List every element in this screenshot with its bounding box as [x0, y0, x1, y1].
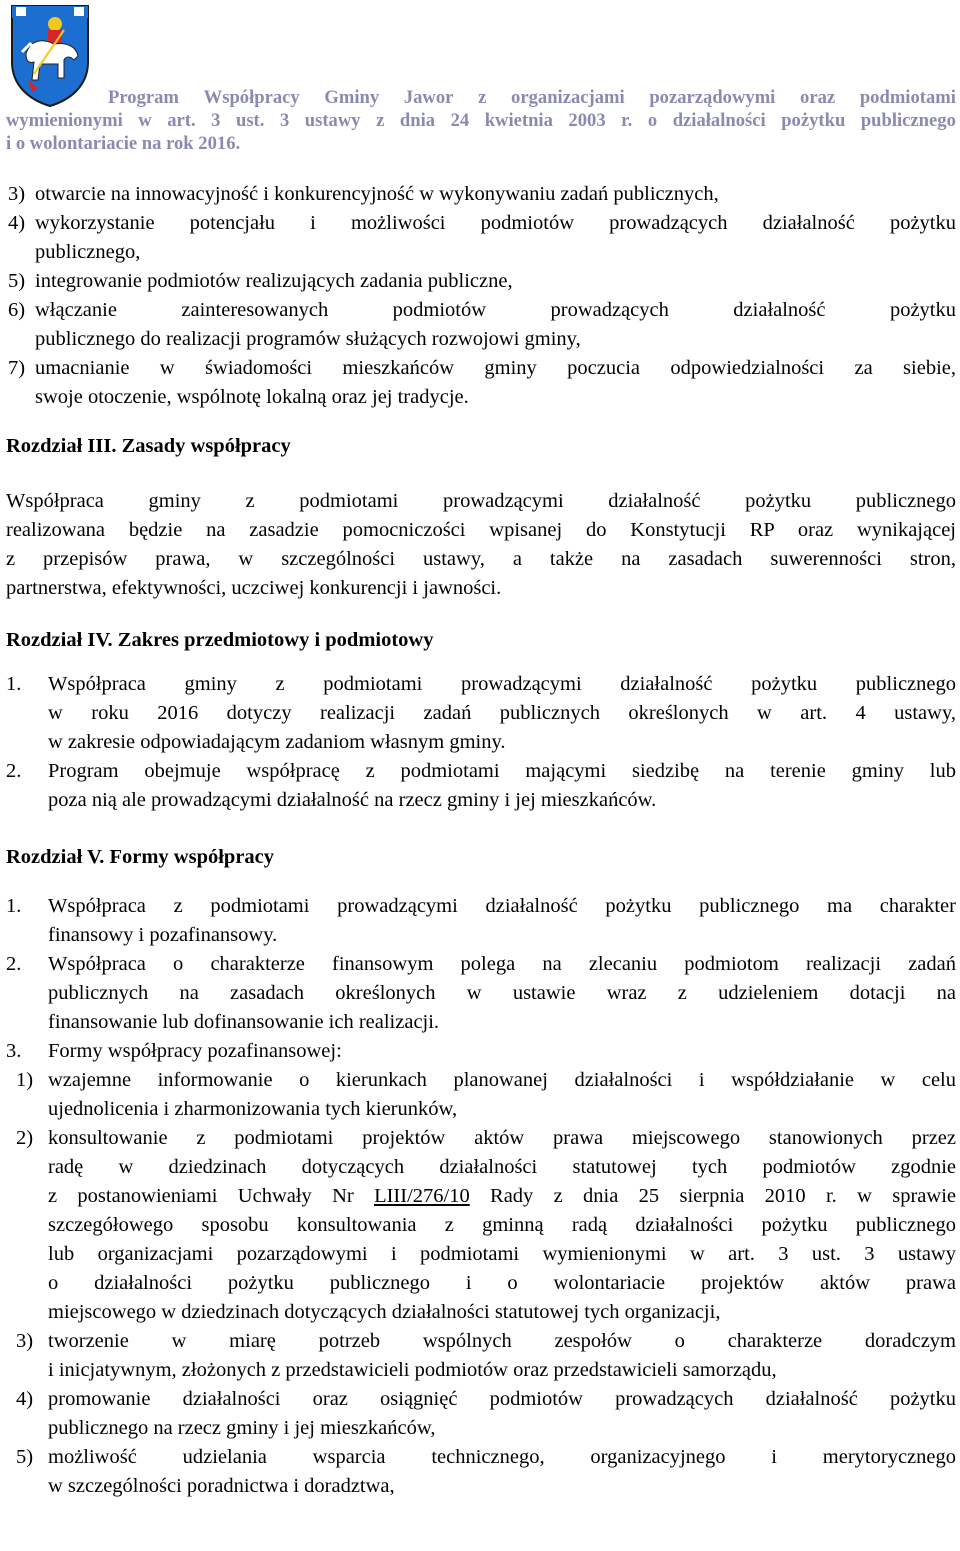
list-item-text: otwarcie na innowacyjność i konkurencyjność w wykonywaniu zadań publicznych,	[35, 183, 719, 205]
list-item	[6, 670, 956, 699]
list-item	[6, 757, 956, 786]
goals-list	[6, 180, 956, 412]
list-item-text: swoje otoczenie, wspólnotę lokalną oraz jej tradycje.	[35, 386, 469, 408]
list-number: 2.	[6, 760, 22, 782]
header-word: organizacjami	[511, 87, 625, 108]
paragraph-line: z przepisów prawa, w szczególności ustawy, a także na zasadach suwerenności stron,	[6, 548, 956, 570]
paragraph-line: realizowana będzie na zasadzie pomocniczości wpisanej do Konstytucji RP oraz wynikającej	[6, 519, 956, 541]
chapter-4-heading: Rozdział IV. Zakres przedmiotowy i podmiotowy	[6, 629, 434, 651]
header-word: wymienionymi	[6, 110, 123, 131]
list-number: 1.	[6, 895, 22, 917]
list-number: 2)	[16, 1127, 34, 1149]
list-item-text: ujednolicenia i zharmonizowania tych kierunków,	[48, 1098, 458, 1120]
list-number: 1.	[6, 673, 22, 695]
list-item-text: o działalności pożytku publicznego i o wolontariacie projektów aktów prawa	[48, 1272, 956, 1294]
header-line-1	[6, 86, 956, 109]
header-word: 24	[450, 110, 470, 131]
list-item-text: Formy współpracy pozafinansowej:	[48, 1040, 342, 1062]
header-word: pożytku	[781, 110, 846, 131]
chapter-3-paragraph	[6, 487, 956, 603]
header-word: 3	[279, 110, 290, 131]
list-item-text: w zakresie odpowiadającym zadaniom własnym gminy.	[48, 731, 506, 753]
paragraph-line: Współpraca gminy z podmiotami prowadzącymi działalność pożytku publicznego	[6, 490, 956, 512]
resolution-link[interactable]: LIII/276/10	[374, 1185, 470, 1207]
cooperation-forms-list	[6, 1066, 956, 1501]
list-number: 4)	[16, 1388, 34, 1410]
header-word: Program	[108, 87, 179, 108]
list-number: 3)	[8, 183, 26, 205]
list-item-text: szczegółowego sposobu konsultowania z gminną radą działalności pożytku publicznego	[48, 1214, 956, 1236]
list-item-text: lub organizacjami pozarządowymi i podmiotami wymienionymi w art. 3 ust. 3 ustawy	[48, 1243, 956, 1265]
list-number: 3.	[6, 1040, 22, 1062]
header-line-3: i o wolontariacie na rok 2016.	[6, 133, 241, 154]
list-item-text: wzajemne informowanie o kierunkach planowanej działalności i współdziałanie w celu	[48, 1069, 956, 1091]
list-item-text: poza nią ale prowadzącymi działalność na rzecz gminy i jej mieszkańców.	[48, 789, 657, 811]
header-word: w	[138, 110, 152, 131]
list-item-text: publicznego,	[35, 241, 141, 263]
list-number: 3)	[16, 1330, 34, 1352]
list-item-text: umacnianie w świadomości mieszkańców gminy poczucia odpowiedzialności za siebie,	[35, 357, 956, 379]
list-item-text: włączanie zainteresowanych podmiotów prowadzących działalność pożytku	[35, 299, 956, 321]
list-item	[6, 267, 956, 296]
list-number: 7)	[8, 357, 26, 379]
header-word: działalności	[672, 110, 766, 131]
chapter-4-list	[6, 670, 956, 815]
header-word: 2003	[568, 110, 606, 131]
list-item	[6, 950, 956, 979]
header-word: r.	[621, 110, 633, 131]
list-item-text: Współpraca o charakterze finansowym polega na zlecaniu podmiotom realizacji zadań	[48, 953, 956, 975]
list-number: 4)	[8, 212, 26, 234]
list-item-text: w roku 2016 dotyczy realizacji zadań publicznych określonych w art. 4 ustawy,	[48, 702, 956, 724]
text-fragment: z postanowieniami Uchwały Nr	[48, 1185, 375, 1207]
list-item	[6, 1066, 956, 1095]
chapter-3-heading: Rozdział III. Zasady współpracy	[6, 435, 291, 457]
list-item-text: finansowanie lub dofinansowanie ich realizacji.	[48, 1011, 440, 1033]
chapter-5-list	[6, 892, 956, 1066]
list-item-text: promowanie działalności oraz osiągnięć podmiotów prowadzących działalność pożytku	[48, 1388, 956, 1410]
list-item-text: Współpraca gminy z podmiotami prowadzącymi działalność pożytku publicznego	[48, 673, 956, 695]
list-number: 5)	[16, 1446, 34, 1468]
header-word: o	[647, 110, 658, 131]
list-item	[6, 1327, 956, 1356]
list-item	[6, 1037, 956, 1066]
list-item	[6, 1443, 956, 1472]
list-item-text: Program obejmuje współpracę z podmiotami mającymi siedzibę na terenie gminy lub	[48, 760, 956, 782]
list-item	[6, 209, 956, 238]
list-number: 6)	[8, 299, 26, 321]
header-word: Jawor	[403, 87, 454, 108]
list-item-text: możliwość udzielania wsparcia technicznego, organizacyjnego i merytorycznego	[48, 1446, 956, 1468]
list-number: 5)	[8, 270, 26, 292]
header-word: z	[478, 87, 487, 108]
document-header	[6, 86, 956, 155]
header-word: oraz	[800, 87, 836, 108]
header-word: art.	[167, 110, 196, 131]
list-item	[6, 1385, 956, 1414]
list-item	[6, 354, 956, 383]
header-word: dnia	[399, 110, 436, 131]
header-line-2	[6, 109, 956, 132]
header-word: 3	[211, 110, 221, 131]
list-item-text: miejscowego w dziedzinach dotyczących działalności statutowej tych organizacji,	[48, 1301, 721, 1323]
header-word: pozarządowymi	[649, 87, 776, 108]
list-item-text: radę w dziedzinach dotyczących działalności statutowej tych podmiotów zgodnie	[48, 1156, 956, 1178]
list-item-text: w szczególności poradnictwa i doradztwa,	[48, 1475, 395, 1497]
list-item-text: finansowy i pozafinansowy.	[48, 924, 278, 946]
list-item-text: publicznego na rzecz gminy i jej mieszkańców,	[48, 1417, 436, 1439]
list-item-text: konsultowanie z podmiotami projektów aktów prawa miejscowego stanowionych przez	[48, 1127, 956, 1149]
list-item	[6, 1124, 956, 1153]
header-word: kwietnia	[484, 110, 553, 131]
list-item-text: integrowanie podmiotów realizujących zadania publiczne,	[35, 270, 513, 292]
list-item-text: tworzenie w miarę potrzeb wspólnych zespołów o charakterze doradczym	[48, 1330, 956, 1352]
header-word: ustawy	[304, 110, 361, 131]
document-body	[6, 180, 956, 1501]
list-item-text	[6, 1182, 956, 1211]
list-number: 1)	[16, 1069, 34, 1091]
list-item-text: Współpraca z podmiotami prowadzącymi działalność pożytku publicznego ma charakter	[48, 895, 956, 917]
list-item-text: publicznego do realizacji programów służących rozwojowi gminy,	[35, 328, 581, 350]
header-word: podmiotami	[859, 87, 956, 108]
list-item-text: i inicjatywnym, złożonych z przedstawicieli podmiotów oraz przedstawicieli samorządu,	[48, 1359, 777, 1381]
header-word: publicznego	[860, 110, 956, 131]
list-item-text: publicznych na zasadach określonych w ustawie wraz z udzieleniem dotacji na	[48, 982, 956, 1004]
header-word: z	[376, 110, 385, 131]
list-number: 2.	[6, 953, 22, 975]
header-word: Gminy	[324, 87, 380, 108]
list-item	[6, 296, 956, 325]
paragraph-line: partnerstwa, efektywności, uczciwej konkurencji i jawności.	[6, 577, 502, 599]
list-item-text: wykorzystanie potencjału i możliwości podmiotów prowadzących działalność pożytku	[35, 212, 956, 234]
header-word: ust.	[235, 110, 265, 131]
chapter-5-heading: Rozdział V. Formy współpracy	[6, 846, 275, 868]
list-item	[6, 892, 956, 921]
header-word: Współpracy	[203, 87, 300, 108]
text-fragment: Rady z dnia 25 sierpnia 2010 r. w sprawie	[469, 1185, 956, 1207]
list-item	[6, 180, 956, 209]
